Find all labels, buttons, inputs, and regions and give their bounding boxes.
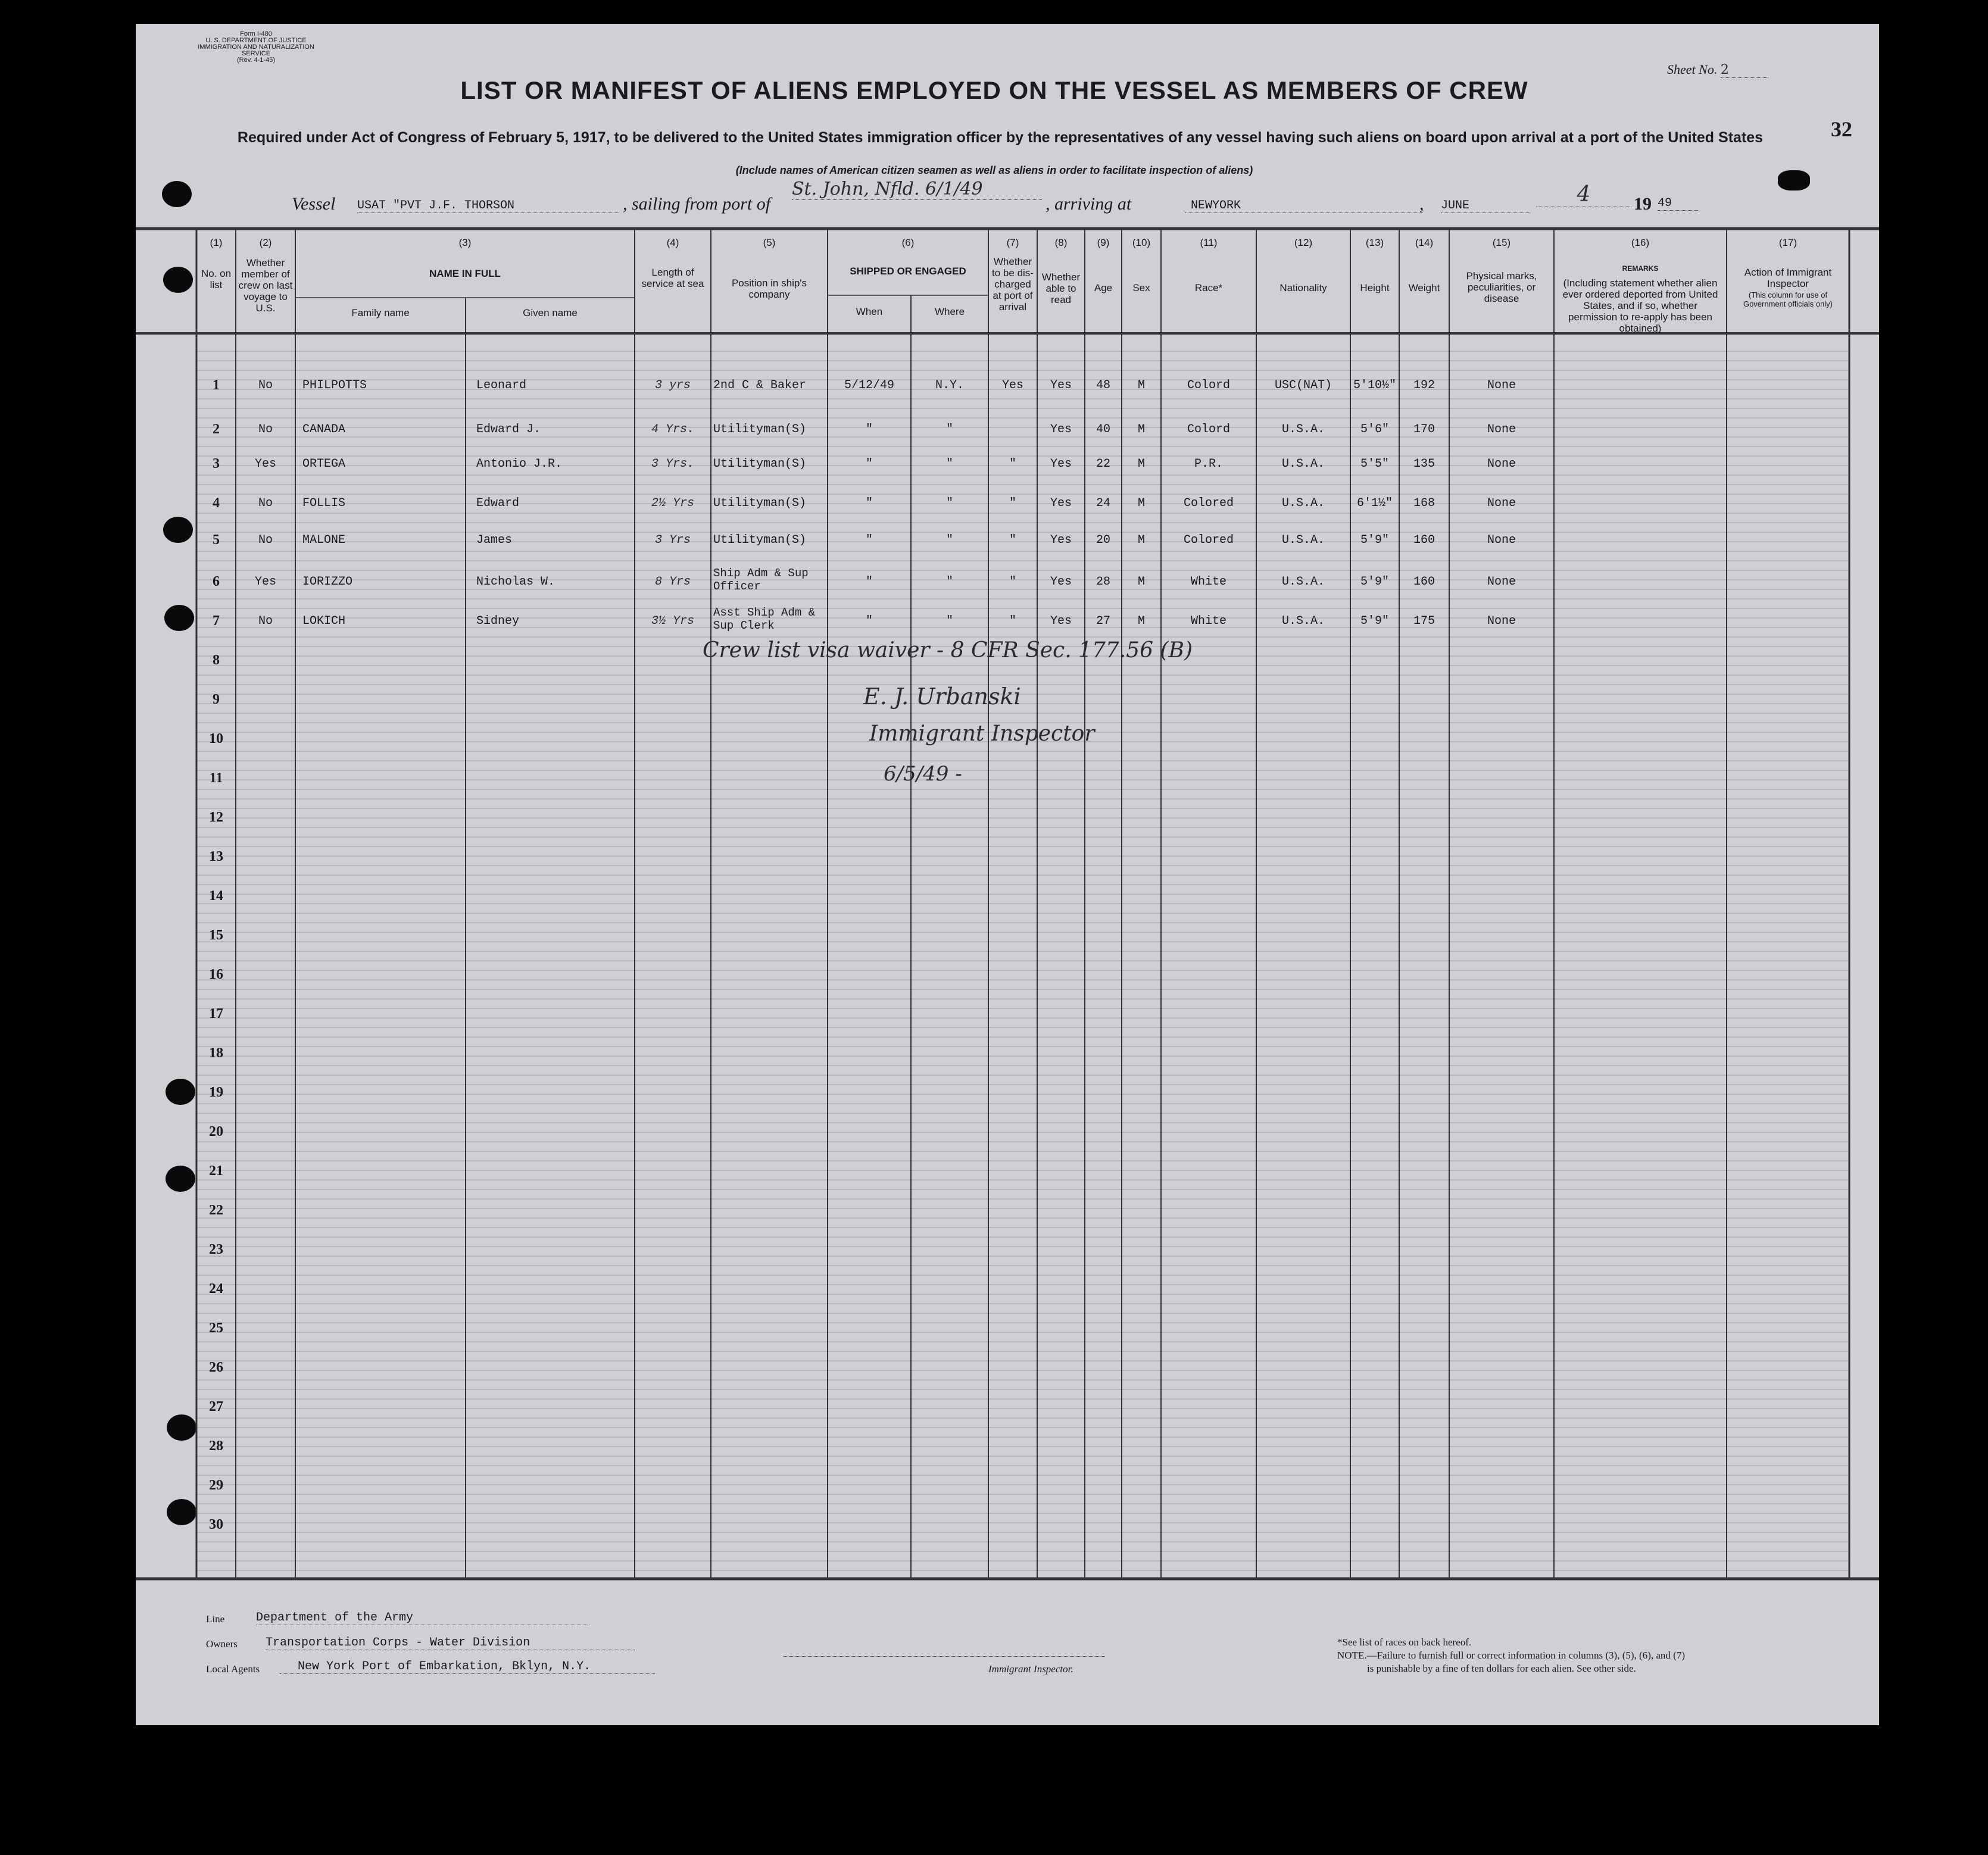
cell-physical-marks: None (1487, 379, 1516, 392)
header-last-voyage: Whether member of crew on last voyage to U.S. (238, 257, 293, 314)
cell-given-name: Nicholas W. (476, 575, 555, 589)
cell-able-to-read: Yes (1050, 457, 1072, 471)
cell-height: 5'9" (1360, 533, 1389, 547)
cell-discharged: " (1009, 575, 1016, 589)
cell-position: Utilityman(S) (713, 423, 807, 436)
year-suffix: 49 (1658, 196, 1699, 211)
cell-age: 48 (1096, 379, 1110, 392)
cell-discharged: " (1009, 496, 1016, 510)
cell-shipped-where: " (945, 496, 953, 510)
cell-height: 5'9" (1360, 614, 1389, 628)
cell-race: White (1190, 614, 1226, 628)
column-number: (11) (1200, 237, 1218, 248)
manifest-subtitle: Required under Act of Congress of February 5, 1917, to be delivered to the United States immigration officer by the representatives of any vessel having such aliens on board upon arrival at a port of the United States (237, 129, 1764, 146)
row-number: 29 (209, 1478, 223, 1493)
sheet-label: Sheet No. (1667, 62, 1718, 77)
cell-given-name: Sidney (476, 614, 520, 628)
cell-able-to-read: Yes (1050, 614, 1072, 628)
cell-age: 20 (1096, 533, 1110, 547)
cell-shipped-when: " (865, 457, 873, 471)
cell-physical-marks: None (1487, 533, 1516, 547)
inspector-signature: E. J. Urbanski (863, 683, 1021, 710)
cell-race: White (1190, 575, 1226, 589)
cell-height: 5'6" (1360, 423, 1389, 436)
cell-family-name: CANADA (302, 423, 346, 436)
cell-sex: M (1137, 496, 1145, 510)
cell-shipped-where: " (945, 533, 953, 547)
header-name-in-full: NAME IN FULL (429, 268, 501, 279)
header-family-name: Family name (351, 307, 410, 318)
column-number: (13) (1365, 237, 1384, 248)
agents-value: New York Port of Embarkation, Bklyn, N.Y. (280, 1660, 655, 1674)
cell-nationality: USC(NAT) (1274, 379, 1332, 392)
cell-given-name: Antonio J.R. (476, 457, 563, 471)
row-number: 3 (213, 456, 220, 471)
column-number: (8) (1054, 237, 1068, 248)
cell-last-voyage: Yes (254, 457, 276, 471)
cell-position: Utilityman(S) (713, 533, 807, 547)
cell-position: 2nd C & Baker (713, 379, 807, 392)
cell-last-voyage: No (258, 379, 273, 392)
cell-last-voyage: No (258, 496, 273, 510)
cell-weight: 170 (1413, 423, 1435, 436)
header-height: Height (1360, 282, 1390, 293)
cell-nationality: U.S.A. (1281, 496, 1325, 510)
cell-sex: M (1137, 575, 1145, 589)
cell-physical-marks: None (1487, 614, 1516, 628)
cell-weight: 135 (1413, 457, 1435, 471)
cell-given-name: Edward J. (476, 423, 541, 436)
cell-race: Colored (1183, 533, 1234, 547)
header-action: Action of Immigrant Inspector (1744, 267, 1832, 289)
header-discharged: Whether to be dis-charged at port of arrival (992, 256, 1034, 313)
cell-shipped-when: " (865, 496, 873, 510)
cell-length-of-service: 3 Yrs. (651, 457, 694, 471)
cell-physical-marks: None (1487, 575, 1516, 589)
row-number: 14 (209, 888, 223, 904)
cell-race: Colored (1183, 496, 1234, 510)
cell-given-name: James (476, 533, 513, 547)
column-number: (16) (1631, 237, 1650, 248)
cell-shipped-where: " (945, 575, 953, 589)
vessel-name: USAT "PVT J.F. THORSON (357, 199, 619, 213)
cell-able-to-read: Yes (1050, 575, 1072, 589)
penalty-note-line2: is punishable by a fine of ten dollars for each alien. See other side. (1367, 1663, 1636, 1674)
cell-height: 5'10½" (1353, 379, 1396, 392)
cell-given-name: Leonard (476, 379, 527, 392)
header-shipped-engaged: SHIPPED OR ENGAGED (850, 266, 966, 277)
row-number: 19 (209, 1085, 223, 1100)
cell-able-to-read: Yes (1050, 533, 1072, 547)
header-given-name: Given name (523, 307, 578, 318)
cell-physical-marks: None (1487, 457, 1516, 471)
row-number: 28 (209, 1438, 223, 1454)
row-number: 16 (209, 967, 223, 982)
cell-length-of-service: 4 Yrs. (651, 423, 694, 436)
cell-nationality: U.S.A. (1281, 423, 1325, 436)
header-nationality: Nationality (1279, 282, 1327, 293)
cell-shipped-when: " (865, 575, 873, 589)
row-number: 6 (213, 574, 220, 589)
cell-discharged: " (1009, 614, 1016, 628)
inspector-label: Immigrant Inspector. (988, 1663, 1073, 1675)
header-where: Where (934, 306, 965, 317)
column-number: (6) (901, 237, 915, 248)
inspection-date: 6/5/49 - (884, 762, 962, 786)
cell-length-of-service: 8 Yrs (654, 575, 691, 589)
revision-date: (Rev. 4-1-45) (237, 57, 275, 64)
cell-sex: M (1137, 423, 1145, 436)
cell-shipped-where: N.Y. (935, 379, 964, 392)
cell-shipped-where: " (945, 614, 953, 628)
department-name: U. S. DEPARTMENT OF JUSTICE (205, 37, 307, 44)
cell-length-of-service: 3 yrs (654, 379, 691, 392)
manifest-title: LIST OR MANIFEST OF ALIENS EMPLOYED ON THE VESSEL AS MEMBERS OF CREW (460, 76, 1528, 104)
row-number: 22 (209, 1203, 223, 1218)
cell-weight: 192 (1413, 379, 1435, 392)
cell-discharged: Yes (1001, 379, 1023, 392)
header-able-read: Whether able to read (1041, 271, 1081, 305)
cell-weight: 160 (1413, 533, 1435, 547)
column-number: (17) (1778, 237, 1797, 248)
cell-family-name: PHILPOTTS (302, 379, 367, 392)
cell-able-to-read: Yes (1050, 423, 1072, 436)
row-number: 12 (209, 810, 223, 825)
line-value: Department of the Army (256, 1611, 589, 1625)
year-prefix: 19 (1634, 194, 1652, 214)
owners-value: Transportation Corps - Water Division (266, 1636, 635, 1650)
column-number: (10) (1132, 237, 1151, 248)
cell-position: Utilityman(S) (713, 496, 807, 510)
row-number: 21 (209, 1163, 223, 1179)
cell-height: 5'5" (1360, 457, 1389, 471)
row-number: 25 (209, 1320, 223, 1336)
cell-shipped-when: " (865, 423, 873, 436)
cell-position: Asst Ship Adm & Sup Clerk (713, 606, 816, 632)
vessel-label: Vessel (292, 194, 336, 214)
row-number: 23 (209, 1242, 223, 1257)
cell-height: 5'9" (1360, 575, 1389, 589)
cell-family-name: IORIZZO (302, 575, 353, 589)
comma-separator: , (1419, 194, 1424, 214)
row-number: 10 (209, 731, 223, 747)
cell-family-name: LOKICH (302, 614, 346, 628)
row-number: 9 (213, 692, 220, 707)
column-number: (5) (763, 237, 776, 248)
header-sex: Sex (1132, 282, 1150, 293)
header-remarks-note: (Including statement whether alien ever ordered deported from United States, and if so, whether permission to re-apply has been obtained) (1562, 277, 1718, 334)
header-age: Age (1094, 282, 1113, 293)
column-number: (9) (1097, 237, 1110, 248)
sailing-from: St. John, Nfld. 6/1/49 (792, 179, 1042, 200)
cell-length-of-service: 3 Yrs (654, 533, 691, 547)
cell-last-voyage: No (258, 614, 273, 628)
row-number: 20 (209, 1124, 223, 1139)
cell-position: Ship Adm & Sup Officer (713, 567, 809, 593)
column-number: (4) (666, 237, 679, 248)
header-physical-marks: Physical marks, peculiarities, or disease (1466, 270, 1537, 304)
cell-weight: 175 (1413, 614, 1435, 628)
cell-discharged: " (1009, 533, 1016, 547)
cell-length-of-service: 3½ Yrs (651, 614, 694, 628)
cell-shipped-when: 5/12/49 (844, 379, 894, 392)
line-label: Line (206, 1613, 225, 1625)
header-action-note: (This column for use of Government officials only) (1743, 291, 1833, 308)
cell-race: Colord (1187, 423, 1230, 436)
inspector-title: Immigrant Inspector (869, 722, 1095, 746)
row-number: 4 (213, 495, 220, 511)
sheet-value: 2 (1721, 63, 1768, 78)
cell-family-name: MALONE (302, 533, 346, 547)
cell-able-to-read: Yes (1050, 496, 1072, 510)
cell-age: 24 (1096, 496, 1110, 510)
row-number: 11 (209, 770, 223, 786)
races-note: *See list of races on back hereof. (1337, 1637, 1472, 1648)
cell-nationality: U.S.A. (1281, 614, 1325, 628)
header-race: Race* (1194, 282, 1223, 293)
header-when: When (856, 306, 883, 317)
cell-weight: 168 (1413, 496, 1435, 510)
cell-given-name: Edward (476, 496, 520, 510)
sailing-label: , sailing from port of (623, 194, 771, 214)
cell-nationality: U.S.A. (1281, 575, 1325, 589)
row-number: 13 (209, 849, 223, 864)
cell-weight: 160 (1413, 575, 1435, 589)
header-position: Position in ship's company (731, 277, 807, 300)
arrival-day: 4 (1536, 182, 1631, 207)
owners-label: Owners (206, 1638, 238, 1650)
cell-age: 22 (1096, 457, 1110, 471)
cell-shipped-where: " (945, 423, 953, 436)
row-number: 8 (213, 652, 220, 668)
header-remarks: REMARKS (1622, 264, 1659, 273)
service-name: IMMIGRATION AND NATURALIZATION SERVICE (198, 43, 314, 57)
row-number: 5 (213, 532, 220, 548)
row-number: 2 (213, 421, 220, 437)
cell-sex: M (1137, 533, 1145, 547)
manifest-subnote: (Include names of American citizen seamen as well as aliens in order to facilitate inspection of aliens) (735, 164, 1253, 176)
column-number: (15) (1492, 237, 1511, 248)
column-number: (7) (1006, 237, 1019, 248)
row-number: 18 (209, 1045, 223, 1061)
column-number: (12) (1294, 237, 1313, 248)
column-number: (3) (458, 237, 472, 248)
column-number: (1) (210, 237, 223, 248)
cell-physical-marks: None (1487, 496, 1516, 510)
cell-shipped-when: " (865, 614, 873, 628)
row-number: 30 (209, 1517, 223, 1532)
page-number: 32 (1831, 117, 1852, 141)
row-number: 24 (209, 1281, 223, 1297)
cell-last-voyage: No (258, 423, 273, 436)
row-number: 15 (209, 928, 223, 943)
agents-label: Local Agents (206, 1663, 260, 1675)
header-length-service: Length of service at sea (641, 267, 704, 289)
row-number: 26 (209, 1360, 223, 1375)
column-number: (2) (259, 237, 272, 248)
column-number: (14) (1415, 237, 1434, 248)
cell-sex: M (1137, 614, 1145, 628)
cell-age: 27 (1096, 614, 1110, 628)
cell-race: Colord (1187, 379, 1230, 392)
cell-physical-marks: None (1487, 423, 1516, 436)
penalty-note-line1: NOTE.—Failure to furnish full or correct information in columns (3), (5), (6), and (7) (1337, 1650, 1685, 1661)
cell-nationality: U.S.A. (1281, 533, 1325, 547)
form-number: Form I-480 (240, 30, 272, 38)
cell-able-to-read: Yes (1050, 379, 1072, 392)
cell-age: 28 (1096, 575, 1110, 589)
cell-sex: M (1137, 457, 1145, 471)
cell-age: 40 (1096, 423, 1110, 436)
row-number: 1 (213, 377, 220, 393)
cell-shipped-when: " (865, 533, 873, 547)
header-no-on-list: No. on list (201, 268, 232, 291)
cell-family-name: FOLLIS (302, 496, 346, 510)
row-number: 7 (213, 613, 220, 629)
cell-shipped-where: " (945, 457, 953, 471)
row-number: 17 (209, 1006, 223, 1022)
cell-nationality: U.S.A. (1281, 457, 1325, 471)
cell-last-voyage: No (258, 533, 273, 547)
cell-height: 6'1½" (1356, 496, 1393, 510)
cell-family-name: ORTEGA (302, 457, 346, 471)
row-number: 27 (209, 1399, 223, 1414)
arriving-at: NEWYORK (1185, 199, 1423, 213)
visa-waiver-annotation: Crew list visa waiver - 8 CFR Sec. 177.56 (B) (703, 638, 1193, 663)
cell-race: P.R. (1194, 457, 1223, 471)
arrival-month: JUNE (1441, 199, 1530, 213)
cell-position: Utilityman(S) (713, 457, 807, 471)
header-weight: Weight (1408, 282, 1440, 293)
cell-length-of-service: 2½ Yrs (651, 496, 694, 510)
cell-sex: M (1137, 379, 1145, 392)
cell-last-voyage: Yes (254, 575, 276, 589)
inspector-signature-line (784, 1656, 1105, 1657)
arriving-label: , arriving at (1046, 194, 1132, 214)
cell-discharged: " (1009, 457, 1016, 471)
